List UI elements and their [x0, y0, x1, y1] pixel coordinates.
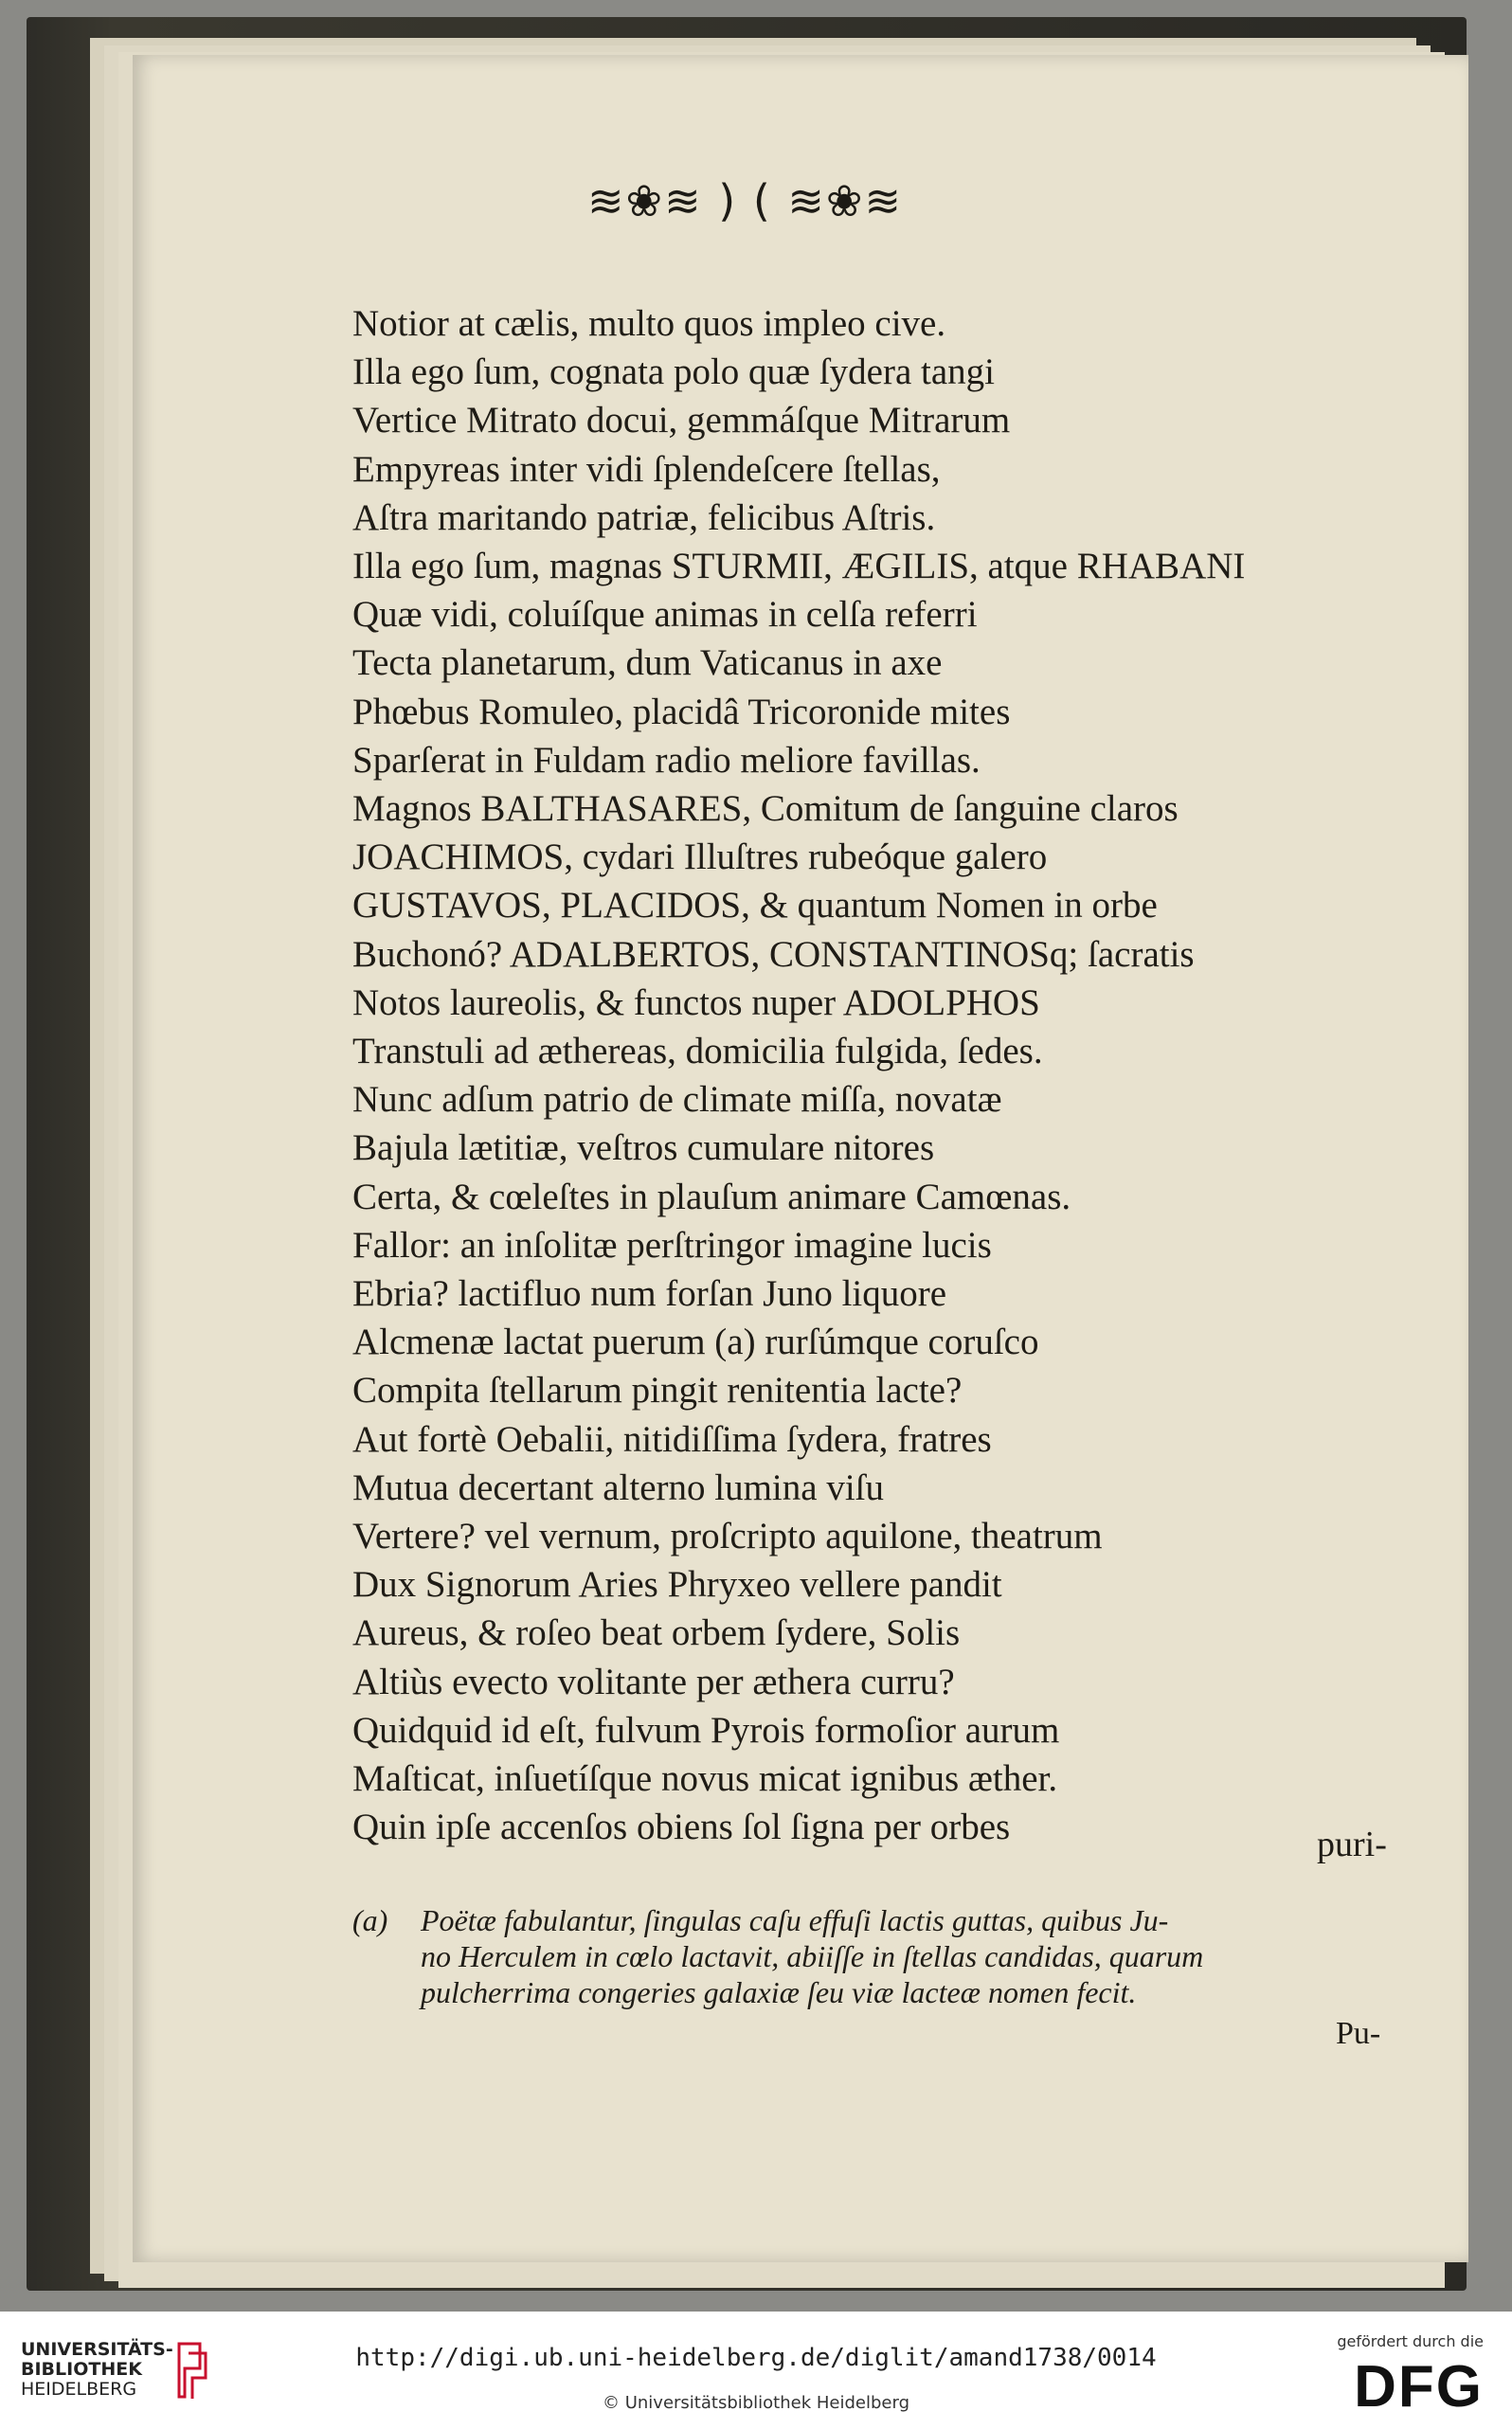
- verse-line: Altiùs evecto volitante per æthera curru?: [352, 1661, 955, 1702]
- funding-label: gefördert durch die: [1337, 2332, 1484, 2350]
- footnote-line: pulcherrima congeries galaxiæ ſeu viæ lacteæ nomen fecit.: [421, 1975, 1137, 2009]
- library-name-line: BIBLIOTHEK: [21, 2359, 142, 2380]
- verse-line: Tecta planetarum, dum Vaticanus in axe: [352, 642, 943, 684]
- verse-line: Quæ vidi, coluíſque animas in celſa referri: [352, 594, 978, 636]
- verse-line: Sparſerat in Fuldam radio meliore favillas.: [352, 739, 981, 781]
- permalink-url[interactable]: http://digi.ub.uni-heidelberg.de/diglit/amand1738/0014: [355, 2344, 1157, 2372]
- verse-line: Notos laureolis, & functos nuper ADOLPHOS: [352, 981, 1040, 1023]
- verse-line: Illa ego ſum, cognata polo quæ ſydera tangi: [352, 351, 995, 393]
- verse-line: Illa ego ſum, magnas STURMII, ÆGILIS, atque RHABANI: [352, 546, 1246, 587]
- verse-line: Aureus, & roſeo beat orbem ſydere, Solis: [352, 1612, 961, 1654]
- verse-line: Fallor: an inſolitæ perſtringor imagine lucis: [352, 1224, 992, 1266]
- footnote-marker: (a): [352, 1903, 388, 1937]
- verse-line: Compita ſtellarum pingit renitentia lacte?: [352, 1370, 963, 1412]
- verse-line: Buchonó? ADALBERTOS, CONSTANTINOSq; ſacratis: [352, 933, 1195, 975]
- library-name-line: UNIVERSITÄTS-: [21, 2339, 173, 2360]
- verse-block: [352, 299, 1413, 1852]
- verse-line: Empyreas inter vidi ſplendeſcere ſtellas,: [352, 448, 941, 490]
- library-name-line: HEIDELBERG: [21, 2379, 137, 2400]
- verse-line: Quidquid id eſt, fulvum Pyrois formoſior aurum: [352, 1709, 1060, 1751]
- verse-line: Alcmenæ lactat puerum (a) rurſúmque coruſco: [352, 1322, 1039, 1363]
- verse-line: Certa, & cœleſtes in plauſum animare Camœnas.: [352, 1176, 1071, 1217]
- footnote-line: no Herculem in cœlo lactavit, abiiſſe in ſtellas candidas, quarum: [421, 1939, 1204, 1973]
- copyright-notice: © Universitätsbibliothek Heidelberg: [602, 2393, 909, 2413]
- footnote: [352, 1902, 1413, 2010]
- verse-line: Notior at cælis, multo quos impleo cive.: [352, 303, 946, 344]
- verse-line: Aſtra maritando patriæ, felicibus Aſtris.: [352, 496, 936, 538]
- verse-line: Aut fortè Oebalii, nitidiſſima ſydera, fratres: [352, 1418, 992, 1460]
- verse-line: Vertice Mitrato docui, gemmáſque Mitrarum: [352, 400, 1011, 441]
- ornamental-headpiece: ≋❀≋ ) ( ≋❀≋: [587, 175, 904, 226]
- verse-line: GUSTAVOS, PLACIDOS, & quantum Nomen in orbe: [352, 885, 1158, 927]
- verse-line: Bajula lætitiæ, veſtros cumulare nitores: [352, 1127, 935, 1169]
- verse-line: Transtuli ad æthereas, domicilia fulgida, ſedes.: [352, 1031, 1043, 1072]
- verse-line: Magnos BALTHASARES, Comitum de ſanguine claros: [352, 788, 1179, 830]
- verse-line: JOACHIMOS, cydari Illuſtres rubeóque galero: [352, 837, 1048, 878]
- verse-line: Nunc adſum patrio de climate miſſa, novatæ: [352, 1079, 1002, 1121]
- verse-line: Vertere? vel vernum, proſcripto aquilone, theatrum: [352, 1516, 1103, 1557]
- dfg-logo[interactable]: DFG: [1354, 2354, 1484, 2420]
- verse-line: Ebria? lactifluo num forſan Juno liquore: [352, 1273, 947, 1315]
- verse-line: Dux Signorum Aries Phryxeo vellere pandit: [352, 1564, 1002, 1606]
- verse-line: Quin ipſe accenſos obiens ſol ſigna per orbes: [352, 1807, 1011, 1848]
- verse-line: Phœbus Romuleo, placidâ Tricoronide mites: [352, 691, 1011, 732]
- verse-line: Mutua decertant alterno lumina viſu: [352, 1466, 884, 1508]
- footnote-line: Poëtæ fabulantur, ſingulas caſu effuſi lactis guttas, quibus Ju-: [421, 1903, 1169, 1937]
- footnote-catchword: Pu-: [1336, 2016, 1381, 2051]
- footer-bar: [0, 2312, 1512, 2429]
- verse-line: Maſticat, inſuetíſque novus micat ignibus æther.: [352, 1758, 1058, 1800]
- catchword: puri-: [1317, 1825, 1387, 1864]
